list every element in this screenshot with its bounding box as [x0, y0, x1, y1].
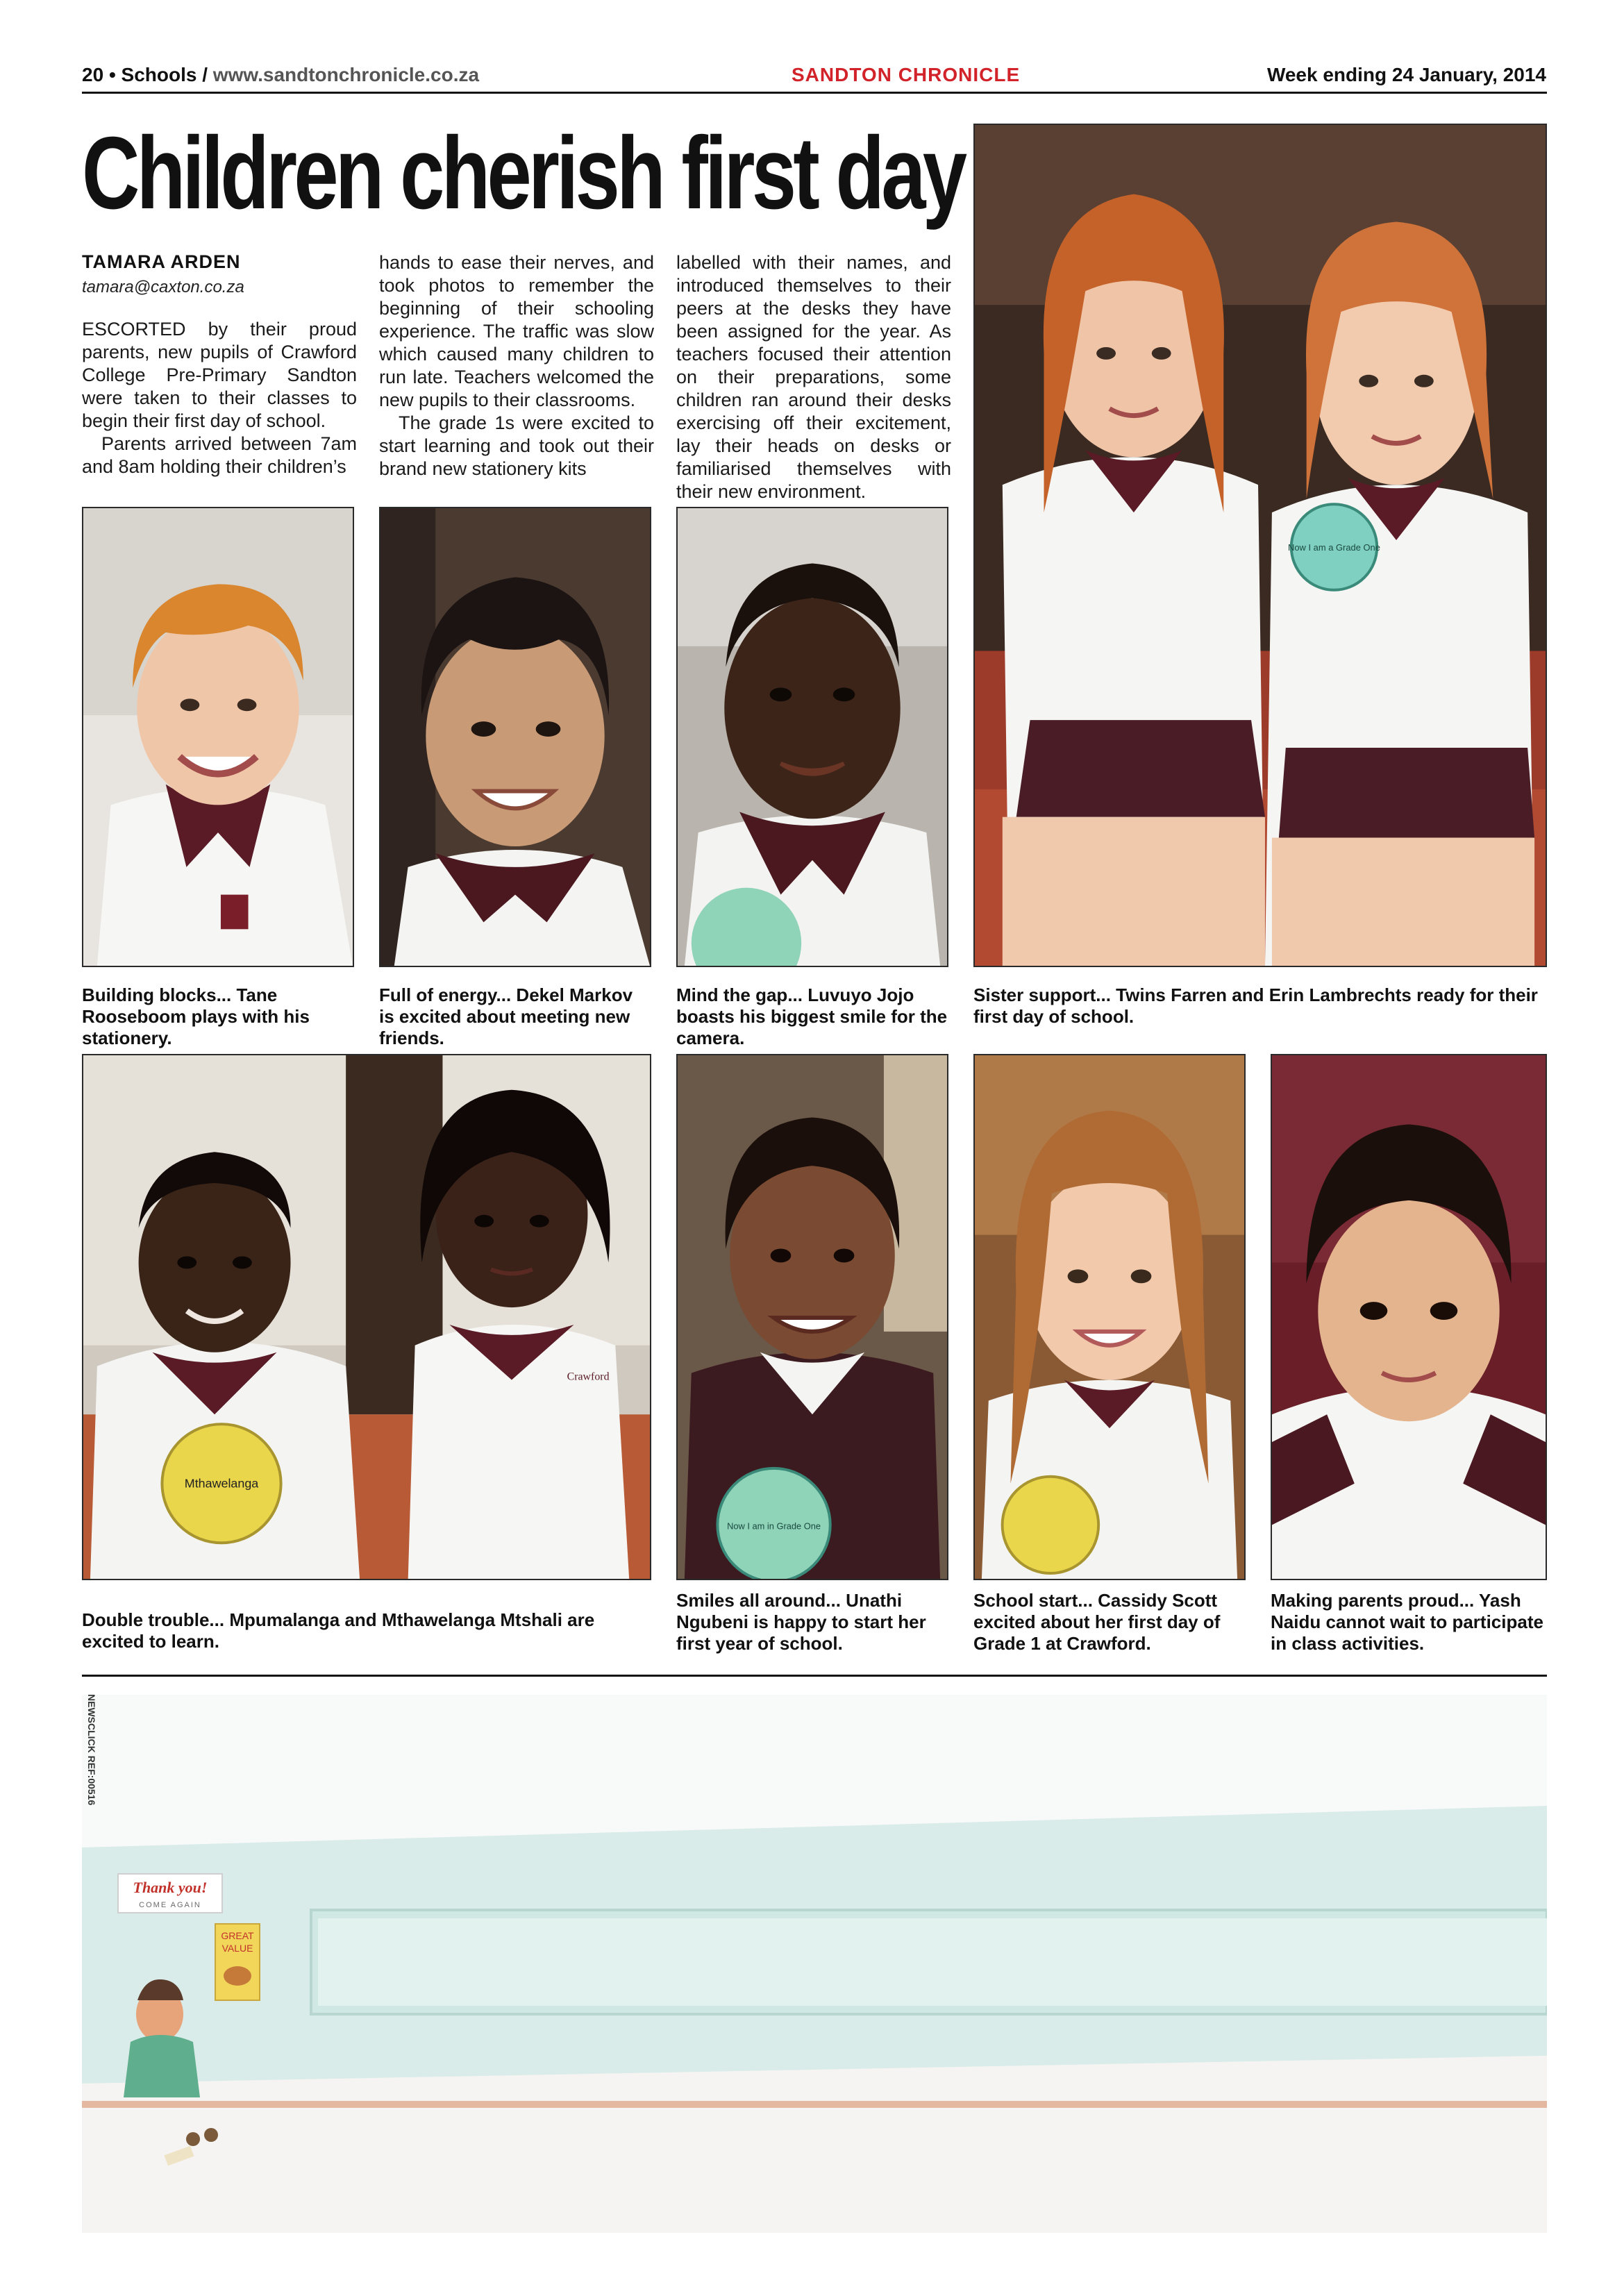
- paragraph: ESCORTED by their proud parents, new pupils of Crawford College Pre-Primary Sandton were taken to their classes to begin their first day of school.: [82, 319, 357, 431]
- site-url[interactable]: www.sandtonchronicle.co.za: [212, 64, 480, 85]
- advert-illustration: [82, 1695, 1547, 2233]
- caption-luvuyo: Mind the gap... Luvuyo Jojo boasts his biggest smile for the camera.: [676, 984, 948, 1048]
- crest-text: Crawford: [567, 1371, 610, 1383]
- caption-dekel: Full of energy... Dekel Markov is excited about meeting new friends.: [379, 984, 633, 1048]
- caption-unathi: Smiles all around... Unathi Ngubeni is happy to start her first year of school.: [676, 1590, 926, 1654]
- caption-tane: Building blocks... Tane Rooseboom plays with his stationery.: [82, 984, 310, 1048]
- folio-left: 20 • Schools / www.sandtonchronicle.co.za: [82, 64, 480, 85]
- advert-rule: [82, 1675, 1547, 1677]
- badge-text: Mthawelanga: [184, 1476, 259, 1491]
- photo-luvuyo: [676, 507, 948, 967]
- header-rule: [82, 92, 1547, 94]
- paragraph: Parents arrived between 7am and 8am holding their children’s: [82, 433, 357, 477]
- caption-yash: Making parents proud... Yash Naidu cannot wait to participate in class activities.: [1271, 1590, 1543, 1654]
- author-email[interactable]: tamara@caxton.co.za: [82, 278, 244, 296]
- publication-name: SANDTON CHRONICLE: [792, 64, 1021, 85]
- photo-tane: [82, 507, 354, 967]
- sign-great: GREAT: [221, 1930, 254, 1941]
- sign-thank-you: Thank you!: [133, 1879, 208, 1896]
- badge-text: Now I am a Grade One: [1288, 542, 1380, 553]
- photo-yash: [1271, 1054, 1547, 1580]
- sign-come-again: COME AGAIN: [139, 1901, 201, 1909]
- paragraph: labelled with their names, and introduced themselves to their peers at the desks they have been assigned for the year. As teachers focused their attention on their preparations, some children ran around their desks exercising off their excitement, lay their heads on desks or familiarised themselves with their new environment.: [676, 252, 951, 502]
- photo-mtshali: [82, 1054, 651, 1580]
- paragraph: hands to ease their nerves, and took photos to remember the beginning of their schooling experience. The traffic was slow which caused many children to run late. Teachers welcomed the new pupils to their classrooms.: [379, 252, 654, 410]
- headline: Children cherish first day: [82, 116, 964, 231]
- caption-twins: Sister support... Twins Farren and Erin Lambrechts ready for their first day of school.: [973, 984, 1538, 1027]
- paragraph: The grade 1s were excited to start learning and took out their brand new stationery kits: [379, 412, 654, 479]
- article-column-2: [379, 251, 654, 480]
- advert-code: NEWSCLICK REF:00516: [86, 1694, 97, 1806]
- photo-twins: [973, 124, 1547, 967]
- section-name: Schools: [121, 64, 197, 85]
- byline: TAMARA ARDEN: [82, 251, 241, 272]
- issue-date: Week ending 24 January, 2014: [1266, 64, 1546, 85]
- photo-unathi: [676, 1054, 948, 1580]
- caption-mtshali: Double trouble... Mpumalanga and Mthawelanga Mtshali are excited to learn.: [82, 1609, 595, 1652]
- caption-cassidy: School start... Cassidy Scott excited about her first day of Grade 1 at Crawford.: [973, 1590, 1221, 1654]
- badge-text: Now I am in Grade One: [727, 1520, 821, 1532]
- photo-cassidy: [973, 1054, 1246, 1580]
- page-number: 20: [82, 64, 104, 85]
- sign-value: VALUE: [221, 1943, 253, 1954]
- article-column-3: [676, 251, 951, 503]
- article-column-1: [82, 318, 357, 478]
- photo-dekel: [379, 507, 651, 967]
